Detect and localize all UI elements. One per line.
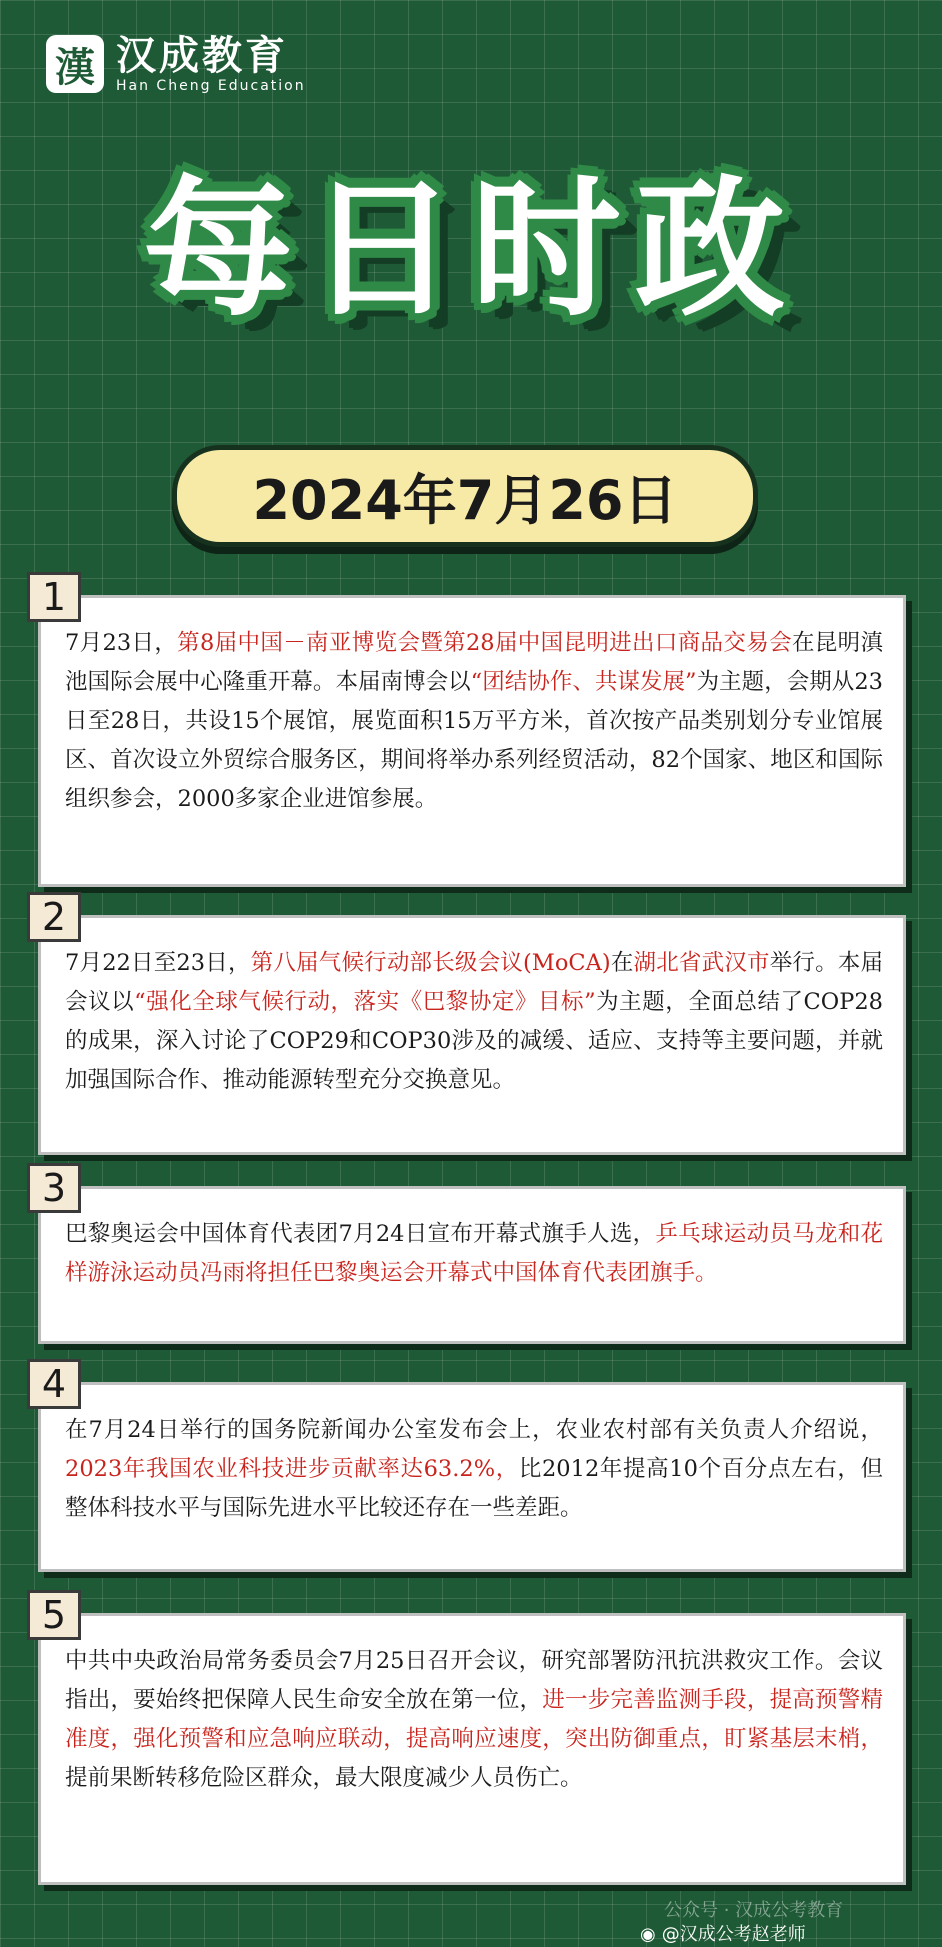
- card-text: [41, 918, 903, 1112]
- weibo-handle-text: @汉成公考赵老师: [661, 1924, 806, 1945]
- card-number: 3: [27, 1163, 81, 1213]
- body-text: 提前果断转移危险区群众，最大限度减少人员伤亡。: [65, 1765, 583, 1791]
- highlight-text: 湖北省武汉市: [633, 950, 770, 976]
- body-text: 巴黎奥运会中国体育代表团7月24日宣布开幕式旗手人选，: [65, 1221, 656, 1247]
- news-card-1: [38, 575, 906, 887]
- highlight-text: 2023年我国农业科技进步贡献率达63.2%，: [65, 1456, 519, 1482]
- news-card-2: [38, 895, 906, 1155]
- brand-mark-icon: 漢: [46, 35, 104, 93]
- body-text: 在: [610, 950, 634, 976]
- card-number: 5: [27, 1590, 81, 1640]
- card-text: [41, 1385, 903, 1540]
- body-text: 举行。本届会议以: [65, 950, 884, 1015]
- highlight-text: 乒乓球运动员马龙和花样游泳运动员冯雨将担任巴黎奥运会开幕式中国体育代表团旗手。: [65, 1221, 883, 1286]
- weibo-icon: ◉: [640, 1924, 656, 1945]
- body-text: 为主题，全面总结了COP28的成果，深入讨论了COP29和COP30涉及的减缓、适应、支持等主要问题，并就加强国际合作、推动能源转型充分交换意见。: [65, 989, 883, 1093]
- card-number: 4: [27, 1359, 81, 1409]
- brand-logo: [46, 34, 306, 94]
- card-text: [41, 1616, 903, 1810]
- news-card-3: [38, 1166, 906, 1344]
- body-text: 在昆明滇池国际会展中心隆重开幕。本届南博会以: [65, 630, 883, 695]
- brand-name-cn: 汉成教育: [116, 33, 288, 79]
- body-text: 比2012年提高10个百分点左右，但整体科技水平与国际先进水平比较还存在一些差距。: [65, 1456, 883, 1521]
- body-text: 在7月24日举行的国务院新闻办公室发布会上，农业农村部有关负责人介绍说，: [65, 1417, 883, 1443]
- brand-name-en: Han Cheng Education: [116, 78, 306, 94]
- card-text: [41, 1189, 903, 1305]
- card-number: 2: [27, 892, 81, 942]
- watermark-text: 公众号 · 汉成公考教育: [664, 1900, 844, 1921]
- page-title: 每日时政: [142, 163, 799, 337]
- weibo-handle[interactable]: [640, 1923, 940, 1947]
- body-text: 为主题，会期从23日至28日，共设15个展馆，展览面积15万平方米，首次按产品类别划分专业馆展区、首次设立外贸综合服务区，期间将举办系列经贸活动，82个国家、地区和国际组织参会，2000多家企业进馆参展。: [65, 669, 883, 812]
- card-text: [41, 598, 903, 831]
- brand-text: [116, 34, 306, 94]
- card-number: 1: [27, 572, 81, 622]
- highlight-text: 第八届气候行动部长级会议(MoCA): [250, 950, 611, 976]
- body-text: 7月23日，: [65, 630, 178, 656]
- date-text: 2024年7月26日: [252, 468, 678, 532]
- date-badge: [172, 445, 758, 547]
- news-card-4: [38, 1362, 906, 1572]
- highlight-text: “强化全球气候行动，落实《巴黎协定》目标”: [134, 989, 596, 1015]
- highlight-text: “团结协作、共谋发展”: [470, 669, 697, 695]
- highlight-text: 第8届中国－南亚博览会暨第28届中国昆明进出口商品交易会: [177, 630, 792, 656]
- highlight-text: 进一步完善监测手段，提高预警精准度，强化预警和应急响应联动，提高响应速度，突出防御重点，盯紧基层末梢，: [65, 1687, 883, 1752]
- footer: [640, 1899, 940, 1947]
- news-card-5: [38, 1593, 906, 1885]
- body-text: 7月22日至23日，: [65, 950, 251, 976]
- body-text: 中共中央政治局常务委员会7月25日召开会议，研究部署防汛抗洪救灾工作。会议指出，要始终把保障人民生命安全放在第一位，: [65, 1648, 883, 1713]
